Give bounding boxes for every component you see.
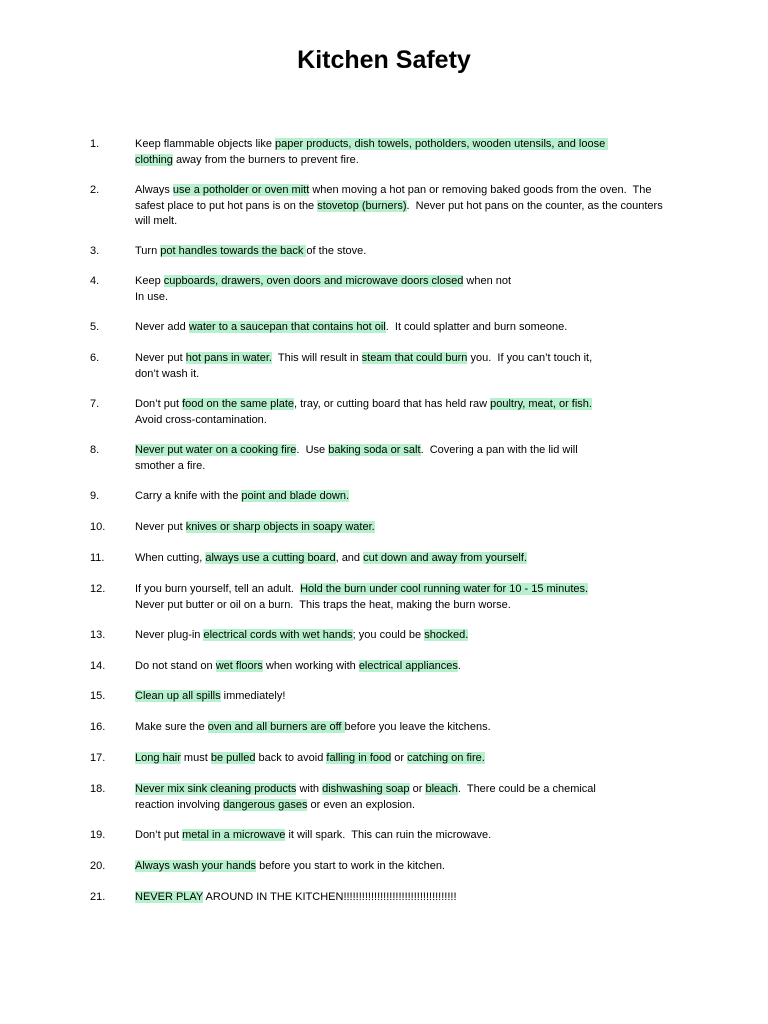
body-text: , tray, or cutting board that has held raw xyxy=(294,398,491,410)
body-text: . There could be a chemical xyxy=(457,783,596,795)
body-text: . Never put hot pans on the counter, as the counters xyxy=(406,199,663,212)
body-text: Carry a knife with the xyxy=(135,490,242,502)
highlighted-text: Always wash your hands xyxy=(135,860,257,872)
list-item xyxy=(0,351,768,382)
list-item-text xyxy=(135,659,685,675)
body-text: This will result in xyxy=(271,352,362,364)
highlighted-text: knives or sharp objects in soapy water. xyxy=(185,521,375,533)
list-item xyxy=(0,659,768,675)
body-text: must xyxy=(180,752,211,764)
list-item-number: 8. xyxy=(90,444,100,456)
body-text: it will spark. This can ruin the microwave. xyxy=(285,829,492,841)
list-item xyxy=(0,244,768,260)
list-item-text xyxy=(135,351,685,382)
highlighted-text: stovetop (burners) xyxy=(317,199,407,212)
highlighted-text: food on the same plate xyxy=(182,398,295,410)
body-text: Avoid cross-contamination. xyxy=(135,413,267,426)
highlighted-text: Hold the burn under cool running water for 10 - 15 minutes. xyxy=(300,583,589,595)
list-item-text xyxy=(135,551,685,567)
highlighted-text: dishwashing soap xyxy=(322,783,410,795)
highlighted-text: cut down and away from yourself. xyxy=(363,552,527,564)
highlighted-text: be pulled xyxy=(210,752,256,764)
highlighted-text: metal in a microwave xyxy=(182,829,286,841)
body-text: AROUND IN THE KITCHEN!!!!!!!!!!!!!!!!!!!!!!!!!!!!!!!!!!!!! xyxy=(203,891,457,903)
body-text: Never plug-in xyxy=(135,629,204,641)
list-item-number: 13. xyxy=(90,629,106,641)
list-item xyxy=(0,751,768,767)
list-item xyxy=(0,520,768,536)
body-text: . Use xyxy=(296,444,329,456)
body-text: or even an explosion. xyxy=(307,798,416,811)
list-item-number: 12. xyxy=(90,583,106,595)
highlighted-text: bleach xyxy=(425,783,458,795)
list-item xyxy=(0,720,768,736)
highlighted-text: paper products, dish towels, potholders, wooden utensils, and loose xyxy=(275,138,609,150)
highlighted-text: steam that could burn xyxy=(361,352,468,364)
list-item-text xyxy=(135,137,685,168)
highlighted-text: Never put water on a cooking fire xyxy=(135,444,297,456)
list-item-text xyxy=(135,397,685,428)
list-item-number: 19. xyxy=(90,829,106,841)
list-item-text xyxy=(135,274,685,305)
list-item-number: 14. xyxy=(90,660,106,672)
list-item xyxy=(0,782,768,813)
body-text: back to avoid xyxy=(255,752,327,764)
body-text: of the stove. xyxy=(306,245,367,257)
body-text: Do not stand on xyxy=(135,660,216,672)
highlighted-text: electrical appliances xyxy=(358,660,458,672)
body-text: Don’t put xyxy=(135,398,183,410)
list-item xyxy=(0,397,768,428)
list-item xyxy=(0,183,768,230)
list-item-number: 16. xyxy=(90,721,106,733)
body-text: . It could splatter and burn someone. xyxy=(385,321,568,333)
body-text: immediately! xyxy=(220,690,286,702)
list-item-number: 5. xyxy=(90,321,100,333)
list-item xyxy=(0,890,768,906)
list-item xyxy=(0,137,768,168)
list-item-text xyxy=(135,720,685,736)
highlighted-text: clothing xyxy=(135,153,173,166)
list-item xyxy=(0,689,768,705)
body-text: with xyxy=(296,783,323,795)
list-item xyxy=(0,551,768,567)
list-item-text xyxy=(135,489,685,505)
list-item-number: 9. xyxy=(90,490,100,502)
highlighted-text: always use a cutting board xyxy=(205,552,336,564)
highlighted-text: Long hair xyxy=(135,752,181,764)
highlighted-text: falling in food xyxy=(326,752,392,764)
highlighted-text: Never mix sink cleaning products xyxy=(135,783,297,795)
body-text: safest place to put hot pans is on the xyxy=(135,199,318,212)
body-text: Always xyxy=(135,184,173,196)
list-item xyxy=(0,828,768,844)
body-text: don’t wash it. xyxy=(135,367,200,380)
list-item-number: 11. xyxy=(90,552,105,564)
list-item-number: 21. xyxy=(90,891,106,903)
body-text: away from the burners to prevent fire. xyxy=(172,153,359,166)
list-item-text xyxy=(135,751,685,767)
highlighted-text: water to a saucepan that contains hot oil xyxy=(188,321,386,333)
highlighted-text: shocked. xyxy=(424,629,469,641)
body-text: Never put butter or oil on a burn. This traps the heat, making the burn worse. xyxy=(135,598,511,611)
list-item-text xyxy=(135,628,685,644)
body-text: Don’t put xyxy=(135,829,183,841)
highlighted-text: use a potholder or oven mitt xyxy=(172,184,310,196)
list-item-text xyxy=(135,828,685,844)
highlighted-text: hot pans in water. xyxy=(185,352,272,364)
highlighted-text: poultry, meat, or fish. xyxy=(490,398,592,410)
list-item xyxy=(0,582,768,613)
body-text: will melt. xyxy=(135,215,178,227)
highlighted-text: Clean up all spills xyxy=(135,690,221,702)
body-text: Never put xyxy=(135,352,186,364)
list-item xyxy=(0,859,768,875)
list-item-number: 10. xyxy=(90,521,106,533)
list-item-text xyxy=(135,183,685,230)
highlighted-text: wet floors xyxy=(215,660,263,672)
list-item xyxy=(0,628,768,644)
body-text: or xyxy=(391,752,408,764)
list-item-number: 20. xyxy=(90,860,106,872)
highlighted-text: cupboards, drawers, oven doors and microwave doors closed xyxy=(163,275,464,287)
body-text: . Covering a pan with the lid will xyxy=(420,444,578,456)
list-item-text xyxy=(135,890,685,906)
list-item-text xyxy=(135,520,685,536)
list-item-text xyxy=(135,443,685,474)
highlighted-text: pot handles towards the back xyxy=(160,245,307,257)
body-text: when moving a hot pan or removing baked goods from the oven. The xyxy=(309,184,652,196)
body-text: when working with xyxy=(262,660,359,672)
list-item-number: 4. xyxy=(90,275,100,287)
body-text: you. If you can’t touch it, xyxy=(467,352,593,364)
list-item-number: 7. xyxy=(90,398,100,410)
list-item-text xyxy=(135,689,685,705)
body-text: When cutting, xyxy=(135,552,206,564)
list-item-text xyxy=(135,320,685,336)
list-item-number: 15. xyxy=(90,690,106,702)
highlighted-text: electrical cords with wet hands xyxy=(203,629,353,641)
list-item-number: 1. xyxy=(90,138,100,150)
page-title: Kitchen Safety xyxy=(297,46,471,74)
body-text: Turn xyxy=(135,245,161,257)
body-text: or xyxy=(409,783,426,795)
list-item-number: 2. xyxy=(90,184,100,196)
highlighted-text: catching on fire. xyxy=(407,752,485,764)
body-text: , and xyxy=(335,552,364,564)
highlighted-text: point and blade down. xyxy=(241,490,350,502)
highlighted-text: dangerous gases xyxy=(223,798,308,811)
list-item-text xyxy=(135,782,685,813)
list-item-text xyxy=(135,859,685,875)
list-item-text xyxy=(135,244,685,260)
body-text: before you leave the kitchens. xyxy=(344,721,491,733)
list-item xyxy=(0,320,768,336)
highlighted-text: oven and all burners are off xyxy=(207,721,345,733)
body-text: when not xyxy=(463,275,512,287)
body-text: Never add xyxy=(135,321,189,333)
body-text: Never put xyxy=(135,521,186,533)
list-item-number: 6. xyxy=(90,352,100,364)
body-text: smother a fire. xyxy=(135,459,206,472)
body-text: ; you could be xyxy=(352,629,425,641)
list-item-number: 3. xyxy=(90,245,100,257)
highlighted-text: baking soda or salt xyxy=(328,444,421,456)
body-text: Keep flammable objects like xyxy=(135,138,276,150)
body-text: . xyxy=(457,660,461,672)
list-item xyxy=(0,274,768,305)
list-item-number: 17. xyxy=(90,752,106,764)
list-item xyxy=(0,489,768,505)
body-text: reaction involving xyxy=(135,798,224,811)
body-text: If you burn yourself, tell an adult. xyxy=(135,583,301,595)
body-text: Keep xyxy=(135,275,164,287)
body-text: In use. xyxy=(135,290,169,303)
body-text: Make sure the xyxy=(135,721,208,733)
body-text: before you start to work in the kitchen. xyxy=(256,860,445,872)
list-item-number: 18. xyxy=(90,783,106,795)
list-item-text xyxy=(135,582,685,613)
highlighted-text: NEVER PLAY xyxy=(135,891,204,903)
list-item xyxy=(0,443,768,474)
